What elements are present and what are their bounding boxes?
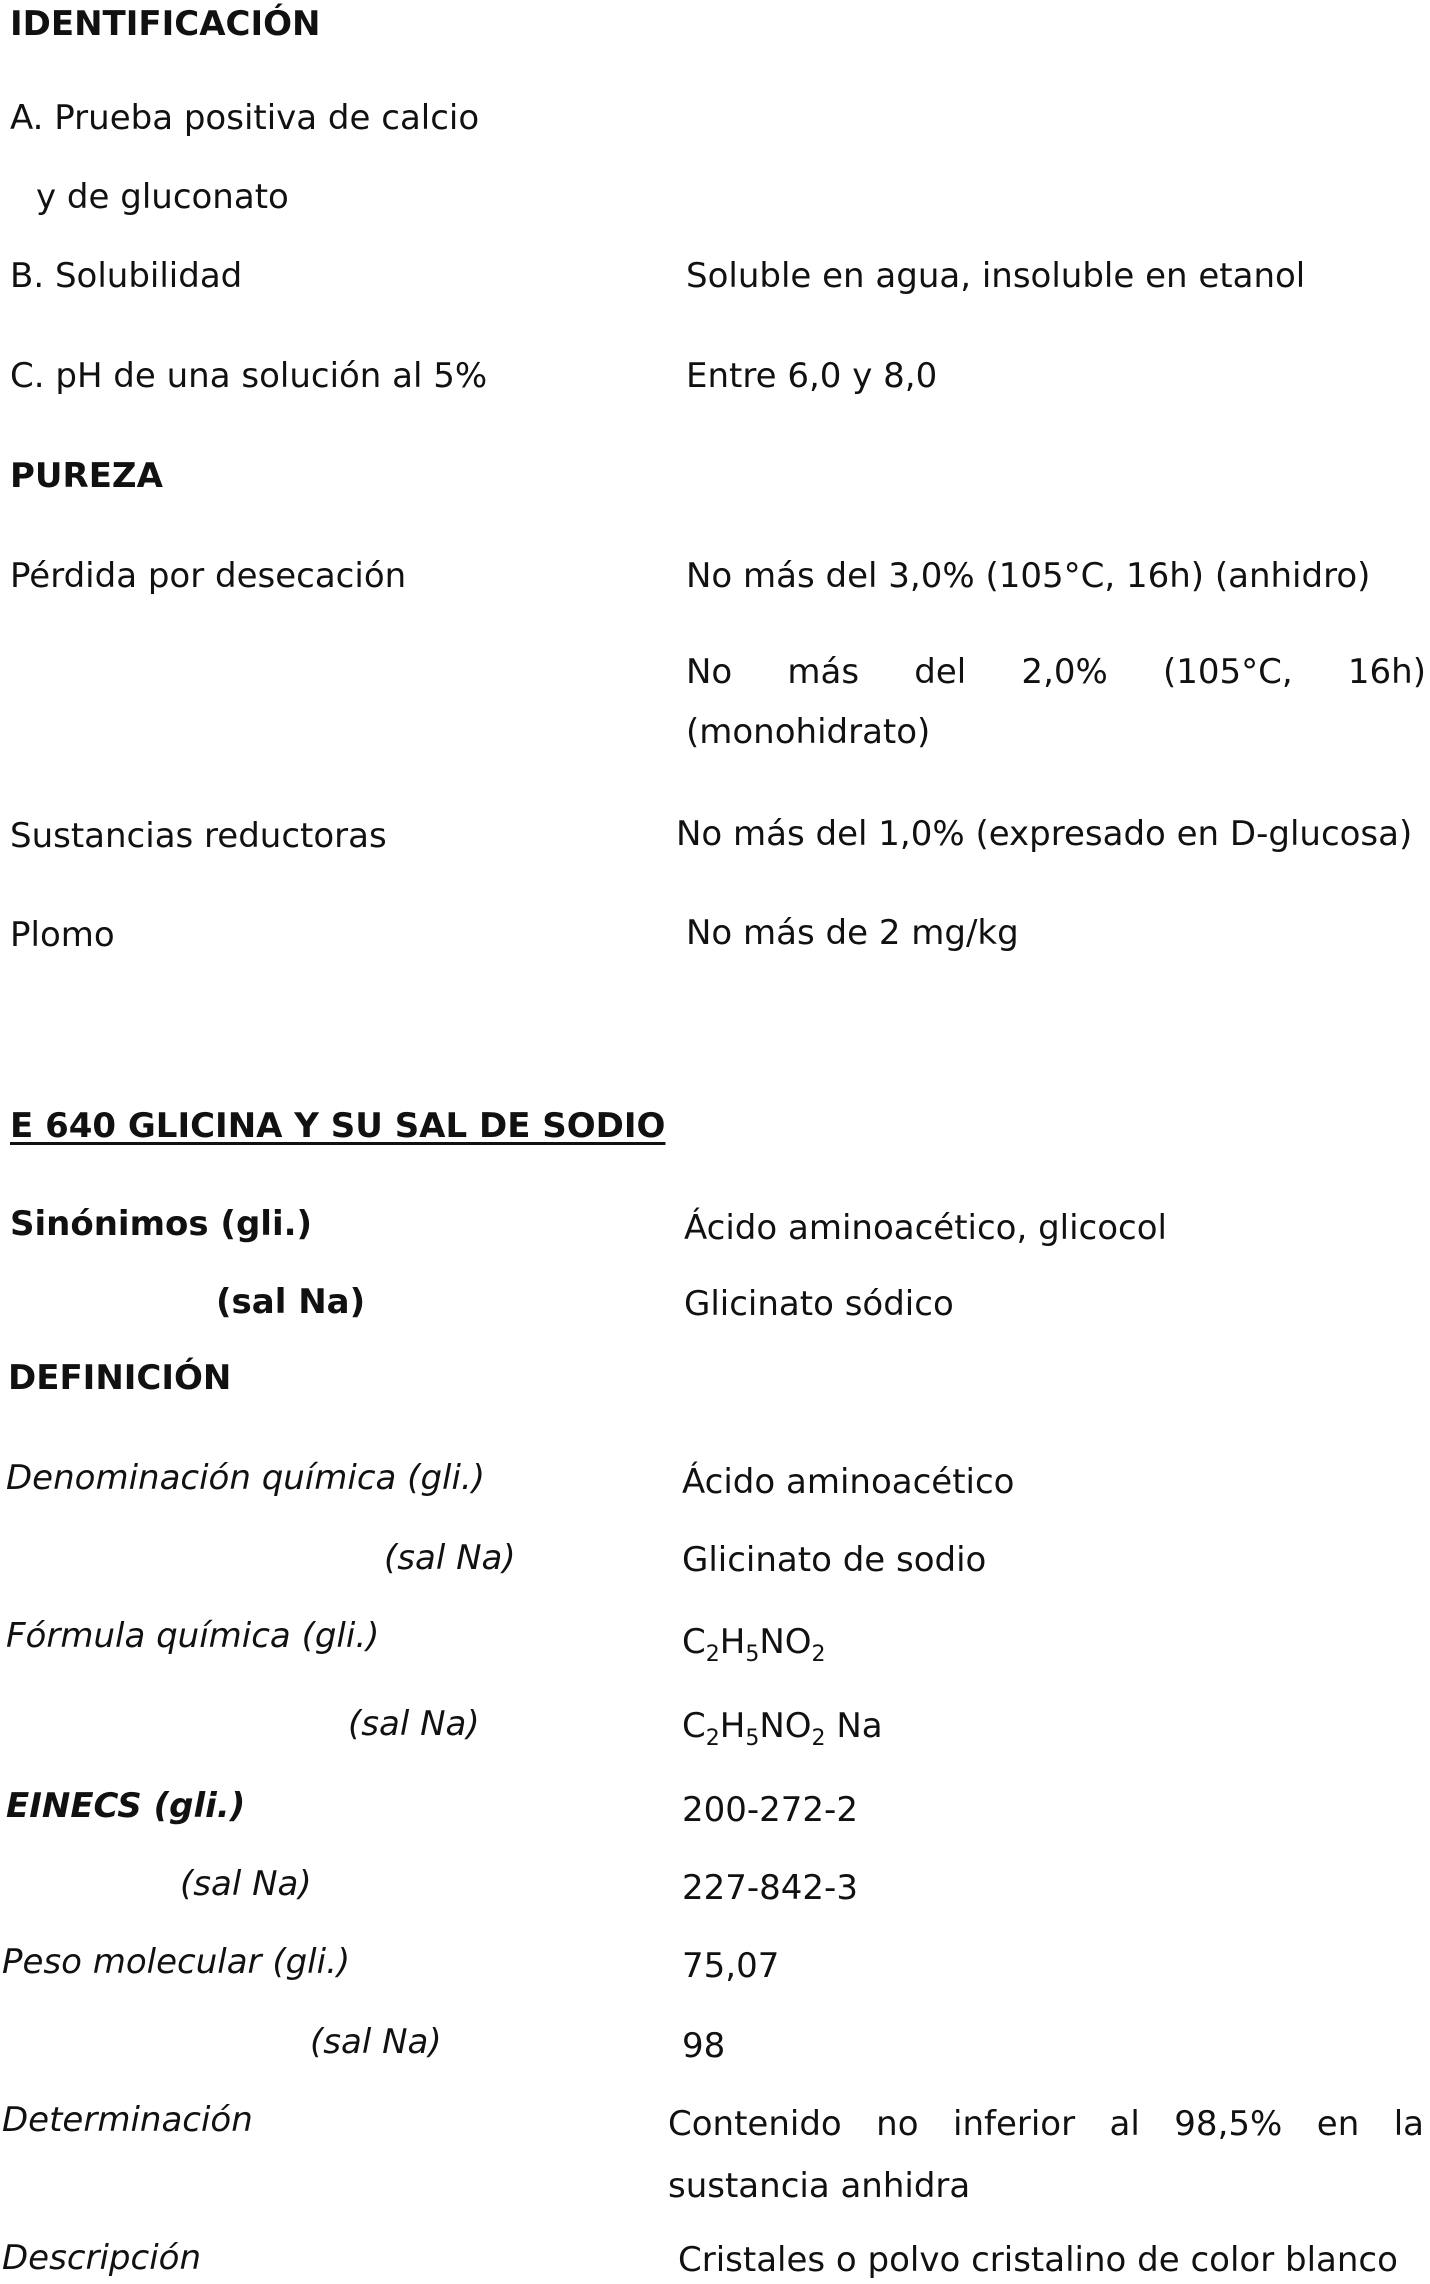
denominacion-sal-label: (sal Na) — [384, 1538, 516, 1578]
identificacion-b-value: Soluble en agua, insoluble en etanol — [686, 256, 1306, 296]
denominacion-sal-value: Glicinato de sodio — [682, 1540, 987, 1580]
perdida-value-monohidrato-line1: No más del 2,0% (105°C, 16h) — [686, 652, 1426, 692]
identificacion-c-label: C. pH de una solución al 5% — [10, 356, 488, 396]
descripcion-label: Descripción — [2, 2238, 202, 2278]
identificacion-a-line2: y de gluconato — [36, 177, 289, 217]
peso-label: Peso molecular (gli.) — [2, 1942, 351, 1982]
peso-sal-label: (sal Na) — [310, 2022, 442, 2062]
sinonimos-sal-label: (sal Na) — [216, 1282, 366, 1322]
perdida-label: Pérdida por desecación — [10, 556, 407, 596]
identificacion-b-label: B. Solubilidad — [10, 256, 243, 296]
reductoras-label: Sustancias reductoras — [10, 816, 387, 856]
perdida-value-anhidro: No más del 3,0% (105°C, 16h) (anhidro) — [686, 556, 1371, 596]
descripcion-value: Cristales o polvo cristalino de color blanco — [678, 2240, 1398, 2280]
determinacion-value-line1: Contenido no inferior al 98,5% en la — [668, 2104, 1424, 2144]
plomo-value: No más de 2 mg/kg — [686, 913, 1019, 953]
einecs-label: EINECS (gli.) — [6, 1786, 246, 1826]
identificacion-c-value: Entre 6,0 y 8,0 — [686, 356, 938, 396]
section-heading-definicion: DEFINICIÓN — [8, 1358, 232, 1398]
e640-title: E 640 GLICINA Y SU SAL DE SODIO — [10, 1106, 666, 1146]
einecs-value: 200-272-2 — [682, 1790, 858, 1830]
denominacion-label: Denominación química (gli.) — [6, 1458, 485, 1498]
denominacion-value: Ácido aminoacético — [682, 1462, 1015, 1502]
sinonimos-sal-value: Glicinato sódico — [684, 1284, 954, 1324]
formula-sal-label: (sal Na) — [348, 1704, 480, 1744]
section-heading-identificacion: IDENTIFICACIÓN — [10, 4, 321, 44]
formula-sal-value: $C_2H_5NO_2$ Na — [682, 1706, 883, 1751]
formula-label: Fórmula química (gli.) — [6, 1616, 380, 1656]
reductoras-value: No más del 1,0% (expresado en D-glucosa) — [676, 814, 1413, 854]
peso-value: 75,07 — [682, 1946, 780, 1986]
plomo-label: Plomo — [10, 915, 115, 955]
peso-sal-value: 98 — [682, 2026, 726, 2066]
determinacion-label: Determinación — [2, 2100, 253, 2140]
identificacion-a-line1: A. Prueba positiva de calcio — [10, 98, 480, 138]
section-heading-pureza: PUREZA — [10, 456, 163, 496]
einecs-sal-value: 227-842-3 — [682, 1868, 858, 1908]
determinacion-value-line2: sustancia anhidra — [668, 2166, 971, 2206]
formula-value: $C_2H_5NO_2$ — [682, 1622, 826, 1667]
einecs-sal-label: (sal Na) — [180, 1864, 312, 1904]
sinonimos-label: Sinónimos (gli.) — [10, 1204, 313, 1244]
sinonimos-value: Ácido aminoacético, glicocol — [684, 1208, 1167, 1248]
perdida-value-monohidrato-line2: (monohidrato) — [686, 712, 931, 752]
